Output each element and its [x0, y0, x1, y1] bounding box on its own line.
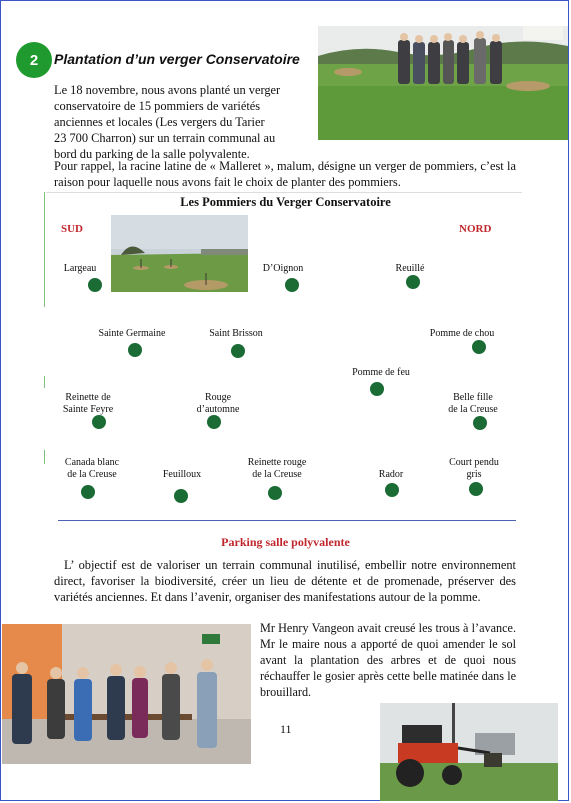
tractor-photo-image [380, 703, 558, 801]
tree-marker-canada-blanc [81, 485, 95, 499]
tree-marker-rador [385, 483, 399, 497]
north-label: NORD [459, 223, 492, 235]
tractor-photo [380, 703, 558, 801]
tree-label-rador: Rador [378, 469, 404, 480]
thanks-paragraph: Mr Henry Vangeon avait creusé les trous à l’avance. Mr le maire nous a apporté de quoi amender le sol avant la plantation des arbres et de quoi nous réchauffer le gosier après cette belle matinée dans le brouillard. [260, 621, 516, 699]
tree-label-court-pendu: Court pendu gris [449, 457, 499, 480]
orchard-photo [111, 215, 248, 292]
tree-label-pomme-de-feu: Pomme de feu [352, 367, 410, 378]
tree-label-reinette-sainte-feyre: Reinette de Sainte Feyre [62, 392, 114, 415]
tree-marker-feuilloux [174, 489, 188, 503]
section-title: Plantation d’un verger Conservatoire [54, 51, 300, 67]
section-number-badge: 2 [16, 42, 52, 78]
objective-paragraph: L’ objectif est de valoriser un terrain communal inutilisé, embellir notre environnement direct, favoriser la biodiversité, créer un lieu de détente et de promenade, préserver des variétés anciennes. Et dans l’avenir, organiser des manifestations autour de la pomme. [54, 558, 516, 604]
tree-marker-largeau [88, 278, 102, 292]
plan-bottom-rule [58, 520, 516, 521]
plan-title: Les Pommiers du Verger Conservatoire [180, 195, 391, 209]
tree-marker-reuille [406, 275, 420, 289]
tree-marker-pomme-de-chou [472, 340, 486, 354]
tree-label-d-oignon: D’Oignon [262, 263, 304, 274]
tree-marker-court-pendu [469, 482, 483, 496]
south-label: SUD [61, 223, 84, 235]
intro-line-5: bord du parking de la salle polyvalente. [54, 147, 250, 161]
intro-line-1: Le 18 novembre, nous avons planté un verger [54, 83, 281, 97]
tree-label-saint-brisson: Saint Brisson [209, 328, 263, 339]
intro-line-2: conservatoire de 15 pommiers de variétés [54, 99, 261, 113]
intro-line-4: 23 700 Charron) sur un terrain communal au [54, 131, 276, 145]
tree-label-pomme-de-chou: Pomme de chou [429, 328, 495, 339]
tree-label-largeau: Largeau [63, 263, 97, 274]
tree-marker-sainte-germaine [128, 343, 142, 357]
plan-left-tick-2 [44, 450, 45, 464]
parking-label: Parking salle polyvalente [221, 535, 350, 549]
group-photo-field [318, 26, 568, 140]
tree-marker-reinette-rouge [268, 486, 282, 500]
orchard-photo-image [111, 215, 248, 292]
tree-marker-belle-fille [473, 416, 487, 430]
reminder-paragraph: Pour rappel, la racine latine de « Malleret », malum, désigne un verger de pommiers, c’est la raison pour laquelle nous avons fait le choix de planter des pommiers. [54, 159, 516, 189]
indoor-photo-image [2, 624, 251, 764]
tree-marker-pomme-de-feu [370, 382, 384, 396]
tree-label-reinette-rouge: Reinette rouge de la Creuse [247, 457, 307, 480]
page-number: 11 [280, 722, 292, 736]
tree-label-sainte-germaine: Sainte Germaine [98, 328, 166, 339]
group-photo-image [318, 26, 568, 140]
tree-marker-d-oignon [285, 278, 299, 292]
tree-label-rouge-automne: Rouge d’automne [196, 392, 240, 415]
indoor-group-photo [2, 624, 251, 764]
tree-label-canada-blanc: Canada blanc de la Creuse [64, 457, 120, 480]
plan-left-tick-1 [44, 376, 45, 388]
intro-line-3: anciennes et locales (Les vergers du Tarier [54, 115, 265, 129]
tree-marker-reinette-sainte-feyre [92, 415, 106, 429]
tree-marker-rouge-automne [207, 415, 221, 429]
tree-label-reuille: Reuillé [395, 263, 425, 274]
tree-label-belle-fille: Belle fille de la Creuse [448, 392, 498, 415]
tree-marker-saint-brisson [231, 344, 245, 358]
plan-top-border [46, 192, 522, 193]
tree-label-feuilloux: Feuilloux [162, 469, 202, 480]
